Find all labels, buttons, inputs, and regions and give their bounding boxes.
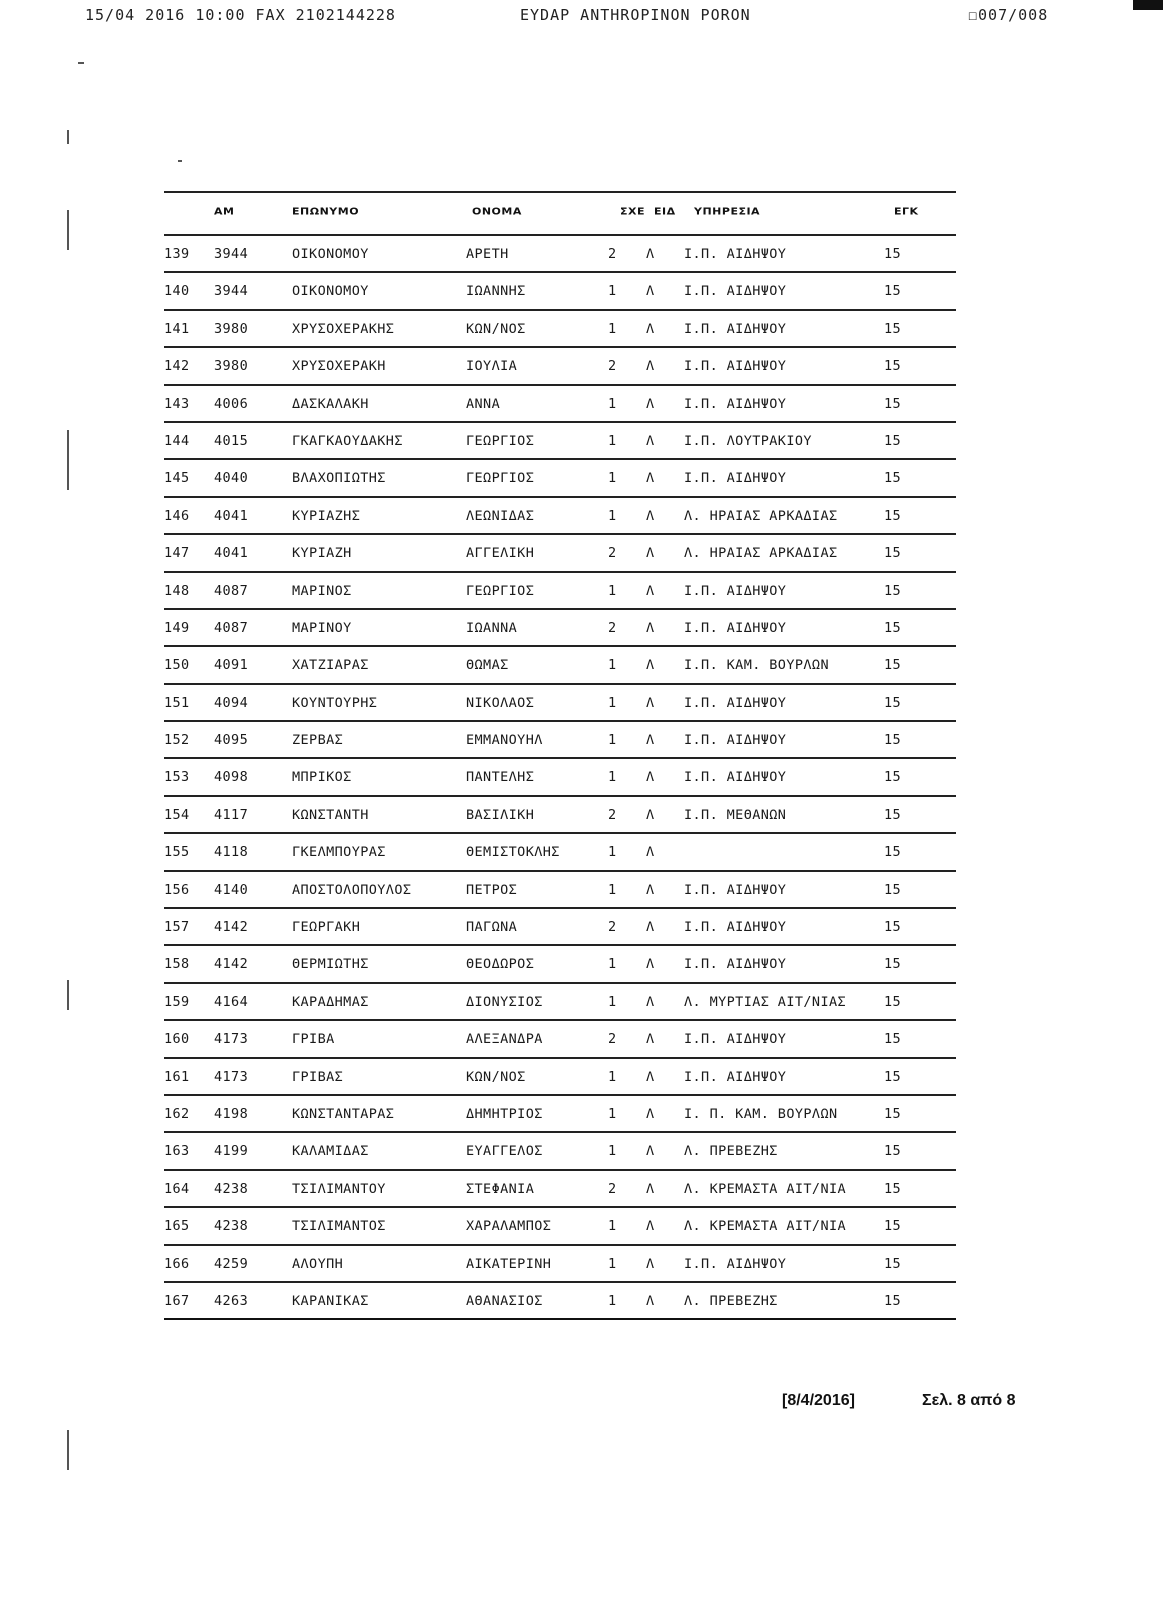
row-eid: Λ — [646, 881, 655, 898]
row-number: 149 — [164, 619, 190, 636]
row-ypiresia: Ι.Π. ΑΙΔΗΨΟΥ — [684, 1031, 787, 1048]
row-eponymo: ΖΕΡΒΑΣ — [292, 732, 344, 749]
row-am: 3980 — [214, 320, 249, 337]
row-eponymo: ΓΕΩΡΓΑΚΗ — [292, 919, 361, 936]
table-row — [164, 498, 956, 535]
row-number: 160 — [164, 1031, 190, 1048]
row-sxe: 1 — [608, 320, 617, 337]
row-egk: 15 — [884, 582, 902, 599]
row-am: 4173 — [214, 1031, 249, 1048]
row-onoma: ΚΩΝ/ΝΟΣ — [466, 1068, 526, 1085]
row-am: 4142 — [214, 919, 249, 936]
fax-header-right: ☐007/008 — [968, 6, 1049, 24]
row-sxe: 2 — [608, 1180, 617, 1197]
row-am: 4117 — [214, 806, 249, 823]
row-am: 4087 — [214, 582, 249, 599]
row-onoma: ΙΟΥΛΙΑ — [466, 358, 518, 375]
row-ypiresia: Ι.Π. ΑΙΔΗΨΟΥ — [684, 1068, 787, 1085]
row-egk: 15 — [884, 732, 902, 749]
row-eid: Λ — [646, 1031, 655, 1048]
row-eid: Λ — [646, 582, 655, 599]
row-sxe: 1 — [608, 395, 617, 412]
row-am: 4259 — [214, 1255, 249, 1272]
footer-page-number: Σελ. 8 από 8 — [922, 1392, 1016, 1409]
scan-margin-mark — [67, 980, 69, 1010]
header-onoma: ΟΝΟΜΑ — [472, 205, 522, 218]
row-eponymo: ΧΡΥΣΟΧΕΡΑΚΗ — [292, 358, 386, 375]
scan-speck — [178, 160, 182, 162]
row-onoma: ΑΡΕΤΗ — [466, 246, 509, 262]
row-onoma: ΘΕΜΙΣΤΟΚΛΗΣ — [466, 844, 560, 861]
row-eponymo: ΤΣΙΛΙΜΑΝΤΟΣ — [292, 1218, 386, 1235]
row-eponymo: ΟΙΚΟΝΟΜΟΥ — [292, 283, 369, 300]
table-row — [164, 273, 956, 310]
row-number: 150 — [164, 657, 190, 674]
row-number: 144 — [164, 432, 190, 449]
scan-margin-mark — [67, 430, 69, 490]
row-am: 4238 — [214, 1180, 249, 1197]
row-onoma: ΑΛΕΞΑΝΔΡΑ — [466, 1031, 543, 1048]
row-onoma: ΙΩΑΝΝΗΣ — [466, 283, 526, 300]
row-egk: 15 — [884, 358, 902, 375]
row-eid: Λ — [646, 619, 655, 636]
scan-margin-mark — [67, 130, 69, 144]
row-onoma: ΓΕΩΡΓΙΟΣ — [466, 432, 535, 449]
row-onoma: ΑΝΝΑ — [466, 395, 501, 412]
row-eid: Λ — [646, 432, 655, 449]
row-eponymo: ΟΙΚΟΝΟΜΟΥ — [292, 246, 369, 262]
row-eponymo: ΚΩΝΣΤΑΝΤΑΡΑΣ — [292, 1105, 395, 1122]
row-egk: 15 — [884, 993, 902, 1010]
row-sxe: 1 — [608, 470, 617, 487]
row-egk: 15 — [884, 246, 902, 262]
row-number: 155 — [164, 844, 190, 861]
row-eid: Λ — [646, 1292, 655, 1309]
row-sxe: 2 — [608, 545, 617, 562]
row-ypiresia: Ι.Π. ΑΙΔΗΨΟΥ — [684, 769, 787, 786]
row-sxe: 1 — [608, 432, 617, 449]
row-egk: 15 — [884, 432, 902, 449]
row-eponymo: ΚΩΝΣΤΑΝΤΗ — [292, 806, 369, 823]
row-onoma: ΝΙΚΟΛΑΟΣ — [466, 694, 535, 711]
row-eid: Λ — [646, 657, 655, 674]
row-number: 145 — [164, 470, 190, 487]
row-sxe: 1 — [608, 732, 617, 749]
row-ypiresia: Ι. Π. ΚΑΜ. ΒΟΥΡΛΩΝ — [684, 1105, 838, 1122]
table-row — [164, 348, 956, 385]
row-egk: 15 — [884, 769, 902, 786]
table-row — [164, 311, 956, 348]
row-ypiresia: Ι.Π. ΑΙΔΗΨΟΥ — [684, 956, 787, 973]
row-sxe: 1 — [608, 993, 617, 1010]
row-eid: Λ — [646, 246, 655, 262]
row-sxe: 2 — [608, 358, 617, 375]
scan-edge-mark — [1133, 0, 1163, 10]
table-row — [164, 1208, 956, 1245]
row-am: 4199 — [214, 1143, 249, 1160]
row-onoma: ΓΕΩΡΓΙΟΣ — [466, 582, 535, 599]
row-egk: 15 — [884, 844, 902, 861]
row-sxe: 1 — [608, 1218, 617, 1235]
row-ypiresia: Λ. ΠΡΕΒΕΖΗΣ — [684, 1292, 778, 1309]
row-eid: Λ — [646, 1068, 655, 1085]
row-am: 4173 — [214, 1068, 249, 1085]
row-eponymo: ΓΡΙΒΑΣ — [292, 1068, 344, 1085]
row-number: 161 — [164, 1068, 190, 1085]
row-number: 142 — [164, 358, 190, 375]
row-ypiresia: Ι.Π. ΑΙΔΗΨΟΥ — [684, 1255, 787, 1272]
row-ypiresia: Ι.Π. ΑΙΔΗΨΟΥ — [684, 919, 787, 936]
row-number: 151 — [164, 694, 190, 711]
row-am: 4006 — [214, 395, 249, 412]
row-eponymo: ΒΛΑΧΟΠΙΩΤΗΣ — [292, 470, 386, 487]
table-row — [164, 909, 956, 946]
row-eid: Λ — [646, 358, 655, 375]
row-ypiresia: Ι.Π. ΑΙΔΗΨΟΥ — [684, 881, 787, 898]
row-number: 141 — [164, 320, 190, 337]
row-am: 4238 — [214, 1218, 249, 1235]
row-number: 147 — [164, 545, 190, 562]
row-ypiresia: Ι.Π. ΚΑΜ. ΒΟΥΡΛΩΝ — [684, 657, 829, 674]
row-eid: Λ — [646, 769, 655, 786]
header-am: ΑΜ — [214, 205, 235, 218]
row-eid: Λ — [646, 1180, 655, 1197]
row-eponymo: ΔΑΣΚΑΛΑΚΗ — [292, 395, 369, 412]
row-number: 139 — [164, 246, 190, 262]
row-onoma: ΧΑΡΑΛΑΜΠΟΣ — [466, 1218, 552, 1235]
row-number: 153 — [164, 769, 190, 786]
header-egk: ΕΓΚ — [894, 205, 919, 218]
row-onoma: ΒΑΣΙΛΙΚΗ — [466, 806, 535, 823]
row-egk: 15 — [884, 283, 902, 300]
row-eponymo: ΧΡΥΣΟΧΕΡΑΚΗΣ — [292, 320, 395, 337]
row-eponymo: ΚΥΡΙΑΖΗ — [292, 545, 352, 562]
row-ypiresia: Ι.Π. ΑΙΔΗΨΟΥ — [684, 283, 787, 300]
row-ypiresia: Λ. ΜΥΡΤΙΑΣ ΑΙΤ/ΝΙΑΣ — [684, 993, 847, 1010]
row-number: 148 — [164, 582, 190, 599]
row-eid: Λ — [646, 844, 655, 861]
row-egk: 15 — [884, 657, 902, 674]
row-sxe: 1 — [608, 881, 617, 898]
row-am: 3944 — [214, 246, 249, 262]
table-row — [164, 610, 956, 647]
row-eponymo: ΚΑΡΑΔΗΜΑΣ — [292, 993, 369, 1010]
row-ypiresia: Ι.Π. ΑΙΔΗΨΟΥ — [684, 320, 787, 337]
header-eid: ΕΙΔ — [654, 205, 676, 218]
row-ypiresia: Λ. ΚΡΕΜΑΣΤΑ ΑΙΤ/ΝΙΑ — [684, 1180, 847, 1197]
row-eid: Λ — [646, 1255, 655, 1272]
table-row — [164, 1283, 956, 1320]
row-ypiresia: Ι.Π. ΑΙΔΗΨΟΥ — [684, 395, 787, 412]
row-sxe: 2 — [608, 919, 617, 936]
row-number: 143 — [164, 395, 190, 412]
row-egk: 15 — [884, 1031, 902, 1048]
row-number: 146 — [164, 507, 190, 524]
table-row — [164, 984, 956, 1021]
row-eponymo: ΚΑΛΑΜΙΔΑΣ — [292, 1143, 369, 1160]
row-eponymo: ΜΑΡΙΝΟΣ — [292, 582, 352, 599]
row-egk: 15 — [884, 806, 902, 823]
row-am: 4041 — [214, 545, 249, 562]
row-number: 158 — [164, 956, 190, 973]
row-onoma: ΠΕΤΡΟΣ — [466, 881, 518, 898]
row-number: 152 — [164, 732, 190, 749]
row-egk: 15 — [884, 1105, 902, 1122]
row-am: 4164 — [214, 993, 249, 1010]
row-number: 159 — [164, 993, 190, 1010]
table-body — [164, 236, 956, 1320]
table-row — [164, 236, 956, 273]
row-am: 3980 — [214, 358, 249, 375]
row-eponymo: ΑΛΟΥΠΗ — [292, 1255, 344, 1272]
row-onoma: ΙΩΑΝΝΑ — [466, 619, 518, 636]
row-sxe: 2 — [608, 806, 617, 823]
row-am: 4015 — [214, 432, 249, 449]
row-eponymo: ΓΚΕΛΜΠΟΥΡΑΣ — [292, 844, 386, 861]
row-ypiresia: Λ. ΗΡΑΙΑΣ ΑΡΚΑΔΙΑΣ — [684, 507, 838, 524]
table-row — [164, 1021, 956, 1058]
employee-table — [164, 191, 956, 1320]
row-eid: Λ — [646, 470, 655, 487]
row-ypiresia: Ι.Π. ΑΙΔΗΨΟΥ — [684, 470, 787, 487]
row-eponymo: ΚΥΡΙΑΖΗΣ — [292, 507, 361, 524]
header-sxe: ΣΧΕ — [620, 205, 646, 218]
row-am: 4098 — [214, 769, 249, 786]
row-onoma: ΕΜΜΑΝΟΥΗΛ — [466, 732, 543, 749]
row-am: 4198 — [214, 1105, 249, 1122]
table-row — [164, 535, 956, 572]
row-ypiresia: Ι.Π. ΑΙΔΗΨΟΥ — [684, 619, 787, 636]
row-egk: 15 — [884, 956, 902, 973]
row-number: 166 — [164, 1255, 190, 1272]
row-number: 140 — [164, 283, 190, 300]
table-row — [164, 1096, 956, 1133]
row-eponymo: ΜΑΡΙΝΟΥ — [292, 619, 352, 636]
row-egk: 15 — [884, 919, 902, 936]
scan-speck — [78, 62, 84, 64]
row-eponymo: ΚΟΥΝΤΟΥΡΗΣ — [292, 694, 378, 711]
row-am: 3944 — [214, 283, 249, 300]
row-onoma: ΣΤΕΦΑΝΙΑ — [466, 1180, 535, 1197]
row-onoma: ΘΕΟΔΩΡΟΣ — [466, 956, 535, 973]
row-sxe: 1 — [608, 582, 617, 599]
row-eid: Λ — [646, 545, 655, 562]
row-number: 156 — [164, 881, 190, 898]
row-onoma: ΛΕΩΝΙΔΑΣ — [466, 507, 535, 524]
row-egk: 15 — [884, 507, 902, 524]
row-eponymo: ΓΚΑΓΚΑΟΥΔΑΚΗΣ — [292, 432, 403, 449]
row-eid: Λ — [646, 732, 655, 749]
row-egk: 15 — [884, 1143, 902, 1160]
row-sxe: 2 — [608, 619, 617, 636]
row-egk: 15 — [884, 881, 902, 898]
row-sxe: 1 — [608, 1292, 617, 1309]
table-row — [164, 460, 956, 497]
row-egk: 15 — [884, 470, 902, 487]
row-eid: Λ — [646, 507, 655, 524]
row-eponymo: ΘΕΡΜΙΩΤΗΣ — [292, 956, 369, 973]
row-am: 4087 — [214, 619, 249, 636]
row-sxe: 1 — [608, 657, 617, 674]
table-row — [164, 1246, 956, 1283]
header-eponymo: ΕΠΩΝΥΜΟ — [292, 205, 360, 218]
table-row — [164, 834, 956, 871]
row-number: 167 — [164, 1292, 190, 1309]
row-onoma: ΘΩΜΑΣ — [466, 657, 509, 674]
row-sxe: 1 — [608, 1143, 617, 1160]
row-sxe: 1 — [608, 956, 617, 973]
row-eid: Λ — [646, 806, 655, 823]
row-eponymo: ΑΠΟΣΤΟΛΟΠΟΥΛΟΣ — [292, 881, 412, 898]
row-onoma: ΑΙΚΑΤΕΡΙΝΗ — [466, 1255, 552, 1272]
row-onoma: ΓΕΩΡΓΙΟΣ — [466, 470, 535, 487]
table-row — [164, 872, 956, 909]
row-ypiresia: Λ. ΠΡΕΒΕΖΗΣ — [684, 1143, 778, 1160]
row-eid: Λ — [646, 1105, 655, 1122]
row-onoma: ΑΘΑΝΑΣΙΟΣ — [466, 1292, 543, 1309]
row-eponymo: ΤΣΙΛΙΜΑΝΤΟΥ — [292, 1180, 386, 1197]
row-ypiresia: Λ. ΗΡΑΙΑΣ ΑΡΚΑΔΙΑΣ — [684, 545, 838, 562]
row-ypiresia: Ι.Π. ΜΕΘΑΝΩΝ — [684, 806, 787, 823]
row-sxe: 1 — [608, 507, 617, 524]
scan-margin-mark — [67, 1430, 69, 1470]
row-sxe: 1 — [608, 1068, 617, 1085]
row-egk: 15 — [884, 1255, 902, 1272]
row-eid: Λ — [646, 1218, 655, 1235]
table-row — [164, 722, 956, 759]
row-sxe: 1 — [608, 694, 617, 711]
row-eponymo: ΓΡΙΒΑ — [292, 1031, 335, 1048]
row-eid: Λ — [646, 694, 655, 711]
footer-date: [8/4/2016] — [782, 1392, 855, 1409]
row-am: 4118 — [214, 844, 249, 861]
row-egk: 15 — [884, 395, 902, 412]
scan-margin-mark — [67, 210, 69, 250]
row-am: 4040 — [214, 470, 249, 487]
row-am: 4091 — [214, 657, 249, 674]
row-eid: Λ — [646, 395, 655, 412]
table-row — [164, 1171, 956, 1208]
table-row — [164, 647, 956, 684]
row-eid: Λ — [646, 1143, 655, 1160]
row-onoma: ΑΓΓΕΛΙΚΗ — [466, 545, 535, 562]
row-sxe: 2 — [608, 1031, 617, 1048]
row-ypiresia: Ι.Π. ΑΙΔΗΨΟΥ — [684, 358, 787, 375]
row-onoma: ΔΙΟΝΥΣΙΟΣ — [466, 993, 543, 1010]
table-row — [164, 946, 956, 983]
row-egk: 15 — [884, 619, 902, 636]
row-egk: 15 — [884, 1218, 902, 1235]
row-number: 163 — [164, 1143, 190, 1160]
row-egk: 15 — [884, 1068, 902, 1085]
table-header — [164, 193, 956, 234]
fax-header-center: EYDAP ANTHROPINON PORON — [520, 6, 751, 24]
row-eid: Λ — [646, 320, 655, 337]
row-ypiresia: Ι.Π. ΛΟΥΤΡΑΚΙΟΥ — [684, 432, 812, 449]
table-row — [164, 797, 956, 834]
row-egk: 15 — [884, 320, 902, 337]
row-am: 4263 — [214, 1292, 249, 1309]
row-eponymo: ΜΠΡΙΚΟΣ — [292, 769, 352, 786]
row-ypiresia: Ι.Π. ΑΙΔΗΨΟΥ — [684, 246, 787, 262]
row-am: 4094 — [214, 694, 249, 711]
row-number: 157 — [164, 919, 190, 936]
row-egk: 15 — [884, 545, 902, 562]
table-row — [164, 685, 956, 722]
row-sxe: 1 — [608, 1255, 617, 1272]
row-onoma: ΕΥΑΓΓΕΛΟΣ — [466, 1143, 543, 1160]
row-sxe: 1 — [608, 769, 617, 786]
row-eid: Λ — [646, 283, 655, 300]
row-ypiresia: Λ. ΚΡΕΜΑΣΤΑ ΑΙΤ/ΝΙΑ — [684, 1218, 847, 1235]
row-sxe: 2 — [608, 246, 617, 262]
header-ypiresia: ΥΠΗΡΕΣΙΑ — [694, 205, 761, 218]
table-row — [164, 1059, 956, 1096]
row-egk: 15 — [884, 1292, 902, 1309]
row-number: 165 — [164, 1218, 190, 1235]
row-am: 4142 — [214, 956, 249, 973]
table-row — [164, 573, 956, 610]
row-onoma: ΚΩΝ/ΝΟΣ — [466, 320, 526, 337]
row-onoma: ΠΑΓΩΝΑ — [466, 919, 518, 936]
row-ypiresia: Ι.Π. ΑΙΔΗΨΟΥ — [684, 582, 787, 599]
table-row — [164, 386, 956, 423]
row-am: 4140 — [214, 881, 249, 898]
row-number: 154 — [164, 806, 190, 823]
row-eponymo: ΚΑΡΑΝΙΚΑΣ — [292, 1292, 369, 1309]
row-eid: Λ — [646, 956, 655, 973]
row-egk: 15 — [884, 694, 902, 711]
row-onoma: ΠΑΝΤΕΛΗΣ — [466, 769, 535, 786]
row-onoma: ΔΗΜΗΤΡΙΟΣ — [466, 1105, 543, 1122]
row-ypiresia: Ι.Π. ΑΙΔΗΨΟΥ — [684, 732, 787, 749]
row-eid: Λ — [646, 993, 655, 1010]
table-row — [164, 1133, 956, 1170]
row-ypiresia: Ι.Π. ΑΙΔΗΨΟΥ — [684, 694, 787, 711]
table-row — [164, 423, 956, 460]
row-egk: 15 — [884, 1180, 902, 1197]
row-number: 164 — [164, 1180, 190, 1197]
row-sxe: 1 — [608, 844, 617, 861]
table-row — [164, 759, 956, 796]
row-am: 4095 — [214, 732, 249, 749]
row-eponymo: ΧΑΤΖΙΑΡΑΣ — [292, 657, 369, 674]
fax-header-left: 15/04 2016 10:00 FAX 2102144228 — [85, 6, 396, 24]
row-sxe: 1 — [608, 1105, 617, 1122]
row-sxe: 1 — [608, 283, 617, 300]
row-eid: Λ — [646, 919, 655, 936]
row-number: 162 — [164, 1105, 190, 1122]
row-am: 4041 — [214, 507, 249, 524]
